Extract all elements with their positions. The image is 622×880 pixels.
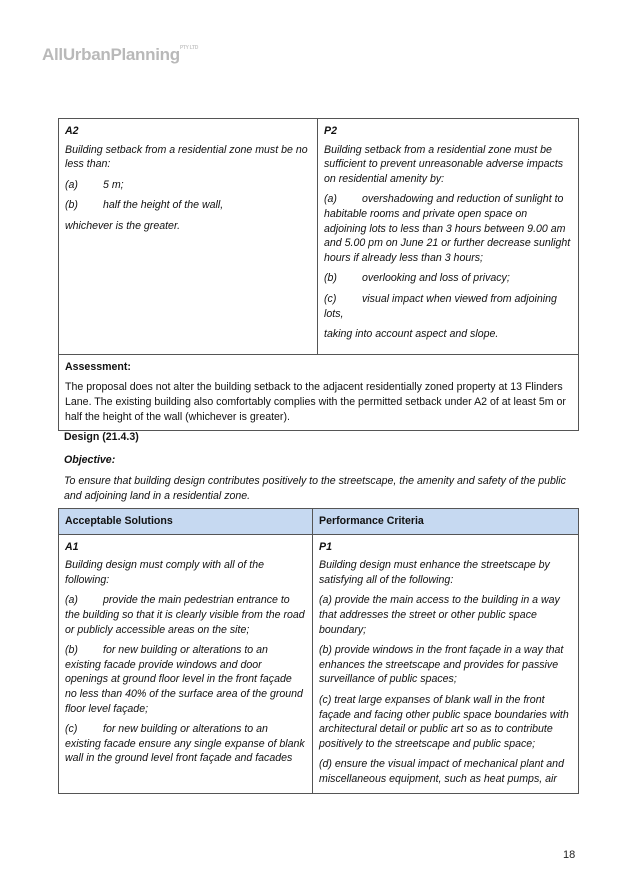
setback-row: [59, 119, 579, 355]
design-row: [59, 534, 579, 793]
page-number: 18: [563, 849, 576, 861]
p1-item-d: (d) ensure the visual impact of mechanical plant and miscellaneous equipment, such as heat pumps, air: [319, 758, 564, 785]
p2-item-a: [324, 192, 572, 265]
objective-label-text: Objective:: [64, 454, 116, 466]
p2-item-a-label: (a): [324, 193, 337, 206]
p1-item-c: (c) treat large expanses of blank wall in the front façade and facing other public space boundaries with architectural detail or public art so as to contribute positively to the streetscape and public space;: [319, 693, 569, 750]
a1-cell: [59, 534, 313, 793]
design-heading: [64, 430, 576, 445]
assessment-row: [59, 354, 579, 430]
p2-item-b: [324, 271, 572, 286]
a2-item-a-text: 5 m;: [103, 178, 124, 191]
a1-item-a: [65, 593, 306, 637]
p1-code: P1: [319, 540, 332, 553]
p1-item-a: (a) provide the main access to the building in a way that addresses the street or other public space boundary;: [319, 594, 560, 636]
logo-text: AllUrbanPlanning: [42, 45, 180, 64]
p2-code: P2: [324, 125, 337, 137]
a2-item-a-label: (a): [65, 178, 78, 191]
objective-text: To ensure that building design contributes positively to the streetscape, the amenity and safety of the public and adjoining land in a residential zone.: [64, 475, 566, 502]
assessment-text: The proposal does not alter the building setback to the adjacent residentially zoned property at 13 Flinders Lane. The existing building also comfortably complies with the permitted setback under A2 of at least 5m or half the height of the wall (whichever is greater).: [65, 381, 566, 423]
a2-code: A2: [65, 125, 79, 137]
logo-trademark: PTY LTD: [179, 45, 199, 51]
a1-item-b-label: (b): [65, 644, 78, 657]
design-heading-text: Design (21.4.3): [64, 431, 139, 443]
p2-cell: [318, 119, 579, 355]
a1-item-a-text: provide the main pedestrian entrance to the building so that it is clearly visible from the road or publicly accessible areas on the site;: [65, 594, 305, 636]
a1-item-c: [65, 722, 306, 766]
p2-closing: taking into account aspect and slope.: [324, 328, 499, 341]
p2-item-c: [324, 292, 572, 321]
setback-table: [58, 118, 579, 431]
a2-item-b: [65, 198, 311, 213]
a2-item-a: [65, 178, 311, 193]
assessment-cell: [59, 354, 579, 430]
a1-item-c-label: (c): [65, 723, 78, 736]
a1-item-a-label: (a): [65, 594, 78, 607]
p2-item-a-text: overshadowing and reduction of sunlight to habitable rooms and private open space on adjoining lots to less than 3 hours between 9.00 am and 5.00 pm on June 21 or further decrease sunlight hours if already less than 3 hours;: [324, 193, 571, 264]
p2-item-b-text: overlooking and loss of privacy;: [362, 272, 510, 285]
design-table-header: [59, 509, 579, 535]
performance-criteria-header: Performance Criteria: [313, 509, 579, 535]
a2-closing: whichever is the greater.: [65, 219, 181, 232]
a1-item-c-text: for new building or alterations to an existing facade ensure any single expanse of blank wall in the ground level front façade and facades: [65, 723, 305, 765]
a2-item-b-text: half the height of the wall,: [103, 199, 224, 212]
a2-item-b-label: (b): [65, 199, 78, 212]
p2-item-b-label: (b): [324, 272, 337, 285]
p2-item-c-text: visual impact when viewed from adjoining lots,: [324, 292, 557, 320]
assessment-heading: Assessment:: [65, 360, 131, 373]
a1-code: A1: [65, 540, 79, 553]
p1-item-b: (b) provide windows in the front façade in a way that enhances the streetscape and provides for passive surveillance of public spaces;: [319, 644, 564, 686]
p2-intro: Building setback from a residential zone must be sufficient to prevent unreasonable adverse impacts on residential amenity by:: [324, 143, 564, 185]
a2-cell: [59, 119, 318, 355]
a1-intro: Building design must comply with all of the following:: [65, 559, 265, 586]
acceptable-solutions-header: Acceptable Solutions: [59, 509, 313, 535]
a1-item-b-text: for new building or alterations to an existing facade provide windows and door openings at ground floor level in the front façade no less than 40% of the surface area of the ground floor level façade;: [65, 644, 303, 715]
logo: [42, 45, 198, 65]
p1-cell: [313, 534, 579, 793]
a1-item-b: [65, 643, 306, 716]
p2-item-c-label: (c): [324, 292, 337, 305]
p1-intro: Building design must enhance the streetscape by satisfying all of the following:: [319, 559, 550, 586]
design-table: [58, 508, 579, 794]
a2-intro: Building setback from a residential zone must be no less than:: [65, 143, 308, 171]
objective-label: [64, 453, 576, 468]
